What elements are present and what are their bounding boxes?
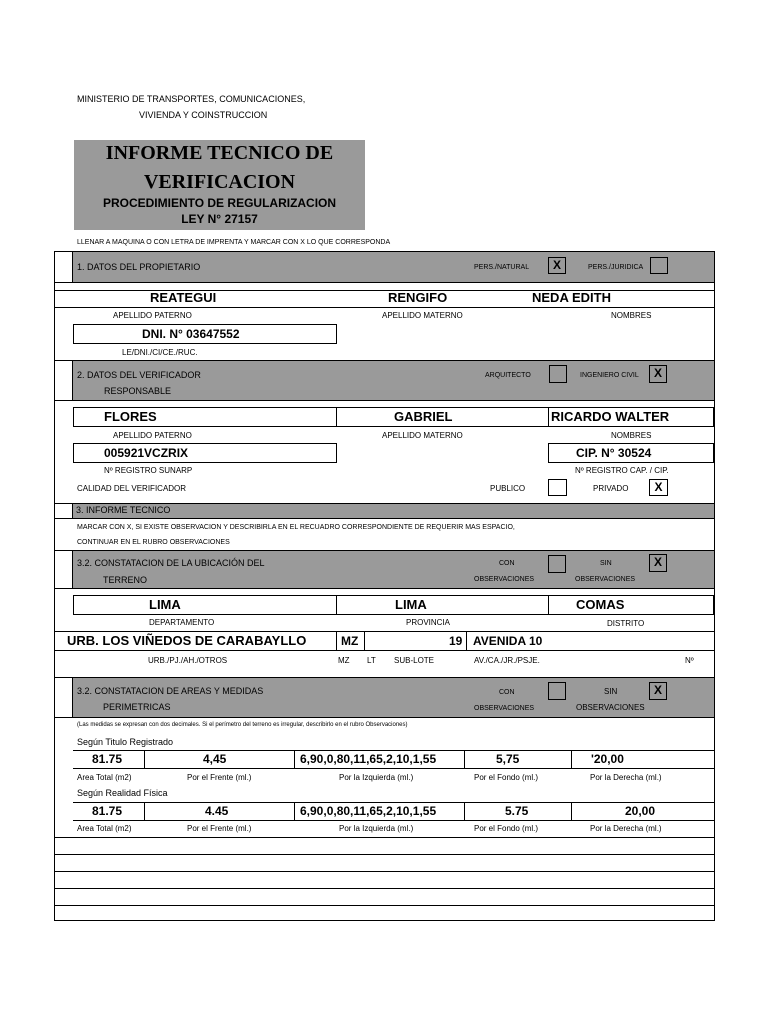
verifier-names: RICARDO WALTER	[551, 409, 670, 424]
titulo-izquierda-label: Por la Izquierda (ml.)	[339, 773, 414, 782]
title-block	[74, 140, 365, 230]
fill-instruction: LLENAR A MAQUINA O CON LETRA DE IMPRENTA Y MARCAR CON X LO QUE CORRESPONDA	[77, 239, 391, 246]
titulo-label: Según Titulo Registrado	[77, 737, 174, 747]
manzana-label: MZ	[338, 656, 350, 665]
technical-note-line2: CONTINUAR EN EL RUBRO OBSERVACIONES	[77, 539, 230, 546]
owner-paternal: REATEGUI	[150, 290, 217, 305]
verifier-paternal-label: APELLIDO PATERNO	[113, 431, 192, 440]
ingeniero-checkbox[interactable]: X	[649, 365, 667, 383]
titulo-frente-label: Por el Frente (ml.)	[187, 773, 252, 782]
realidad-fondo-label: Por el Fondo (ml.)	[474, 824, 539, 833]
areas-con-label1: CON	[499, 689, 515, 696]
areas-title-line2: PERIMETRICAS	[103, 702, 171, 712]
via-label: AV./CA./JR./PSJE.	[474, 656, 540, 665]
pers-juridica-label: PERS./JURIDICA	[588, 264, 644, 271]
owner-id-field	[73, 324, 337, 344]
sunarp-value: 005921VCZRIX	[104, 446, 189, 460]
ruled-line	[54, 837, 715, 838]
ruled-line	[54, 871, 715, 872]
titulo-area: 81.75	[92, 752, 123, 766]
technical-note-line1: MARCAR CON X, SI EXISTE OBSERVACION Y DESCRIBIRLA EN EL RECUADRO CORRESPONDIENTE DE REQUERIR MAS ESPACIO,	[77, 524, 515, 531]
verifier-maternal: GABRIEL	[394, 409, 453, 424]
areas-note: (Las medidas se expresan con dos decimales. Si el perímetro del terreno es irregular, describirlo en el rubro Observaciones)	[77, 722, 408, 728]
publico-checkbox[interactable]	[548, 479, 567, 496]
location-sin-label2: OBSERVACIONES	[575, 576, 636, 583]
verifier-paternal: FLORES	[104, 409, 157, 424]
realidad-frente: 4.45	[205, 804, 229, 818]
ministry-line2: VIVIENDA Y COINSTRUCCION	[139, 110, 268, 120]
via-value: AVENIDA 10	[473, 634, 543, 648]
owner-paternal-label: APELLIDO PATERNO	[113, 311, 192, 320]
pers-juridica-checkbox[interactable]	[650, 257, 668, 274]
titulo-fondo-label: Por el Fondo (ml.)	[474, 773, 539, 782]
cip-value: CIP. N° 30524	[576, 446, 652, 460]
lote-label: LT	[367, 656, 376, 665]
owner-names-label: NOMBRES	[611, 311, 652, 320]
ingeniero-label: INGENIERO CIVIL	[580, 372, 639, 379]
form-title-line2: VERIFICACION	[143, 171, 296, 193]
provincia-label: PROVINCIA	[406, 618, 451, 627]
via-number-label: Nº	[685, 656, 694, 665]
titulo-frente: 4,45	[203, 752, 227, 766]
departamento-label: DEPARTAMENTO	[149, 618, 215, 627]
urbanization-value: URB. LOS VIÑEDOS DE CARABAYLLO	[67, 633, 307, 648]
realidad-derecha-label: Por la Derecha (ml.)	[590, 824, 662, 833]
titulo-izquierda: 6,90,0,80,11,65,2,10,1,55	[300, 752, 437, 766]
pers-natural-checkbox[interactable]: X	[548, 257, 566, 274]
realidad-label: Según Realidad Física	[77, 788, 168, 798]
owner-maternal: RENGIFO	[388, 290, 448, 305]
ruled-line	[54, 905, 715, 906]
ruled-line	[54, 888, 715, 889]
owner-id-value: DNI. N° 03647552	[142, 327, 240, 341]
areas-sin-checkbox[interactable]: X	[649, 682, 667, 700]
privado-checkbox[interactable]: X	[649, 479, 668, 496]
verifier-maternal-label: APELLIDO MATERNO	[382, 431, 463, 440]
realidad-izquierda: 6,90,0,80,11,65,2,10,1,55	[300, 804, 437, 818]
verifier-quality-label: CALIDAD DEL VERIFICADOR	[77, 484, 187, 493]
owner-section-title: 1. DATOS DEL PROPIETARIO	[77, 262, 201, 272]
owner-id-label: LE/DNI./CI/CE./RUC.	[122, 348, 198, 357]
form-subtitle-line2: LEY N° 27157	[181, 212, 258, 226]
areas-sin-label2: OBSERVACIONES	[576, 703, 645, 712]
verifier-names-label: NOMBRES	[611, 431, 652, 440]
realidad-fondo: 5.75	[505, 804, 529, 818]
ruled-line	[54, 854, 715, 855]
departamento-value: LIMA	[149, 597, 181, 612]
sublote-label: SUB-LOTE	[394, 656, 435, 665]
titulo-area-label: Area Total (m2)	[77, 773, 132, 782]
location-title-line2: TERRENO	[103, 575, 148, 585]
owner-names: NEDA EDITH	[532, 290, 611, 305]
areas-sin-label1: SIN	[604, 687, 618, 696]
realidad-area: 81.75	[92, 804, 123, 818]
privado-label: PRIVADO	[593, 484, 629, 493]
areas-title-line1: 3.2. CONSTATACION DE AREAS Y MEDIDAS	[77, 686, 264, 696]
areas-con-checkbox[interactable]	[548, 682, 566, 700]
location-con-checkbox[interactable]	[548, 555, 566, 573]
ministry-line1: MINISTERIO DE TRANSPORTES, COMUNICACIONES,	[77, 94, 306, 104]
verifier-section-title-line2: RESPONSABLE	[104, 386, 172, 396]
technical-section-title: 3. INFORME TECNICO	[76, 505, 171, 515]
distrito-label: DISTRITO	[607, 619, 645, 628]
cip-label: Nº REGISTRO CAP. / CIP.	[575, 466, 669, 475]
urbanization-label: URB./PJ./AH./OTROS	[148, 656, 228, 665]
realidad-frente-label: Por el Frente (ml.)	[187, 824, 252, 833]
form-subtitle-line1: PROCEDIMIENTO DE REGULARIZACION	[102, 196, 337, 210]
location-sin-checkbox[interactable]: X	[649, 554, 667, 572]
provincia-value: LIMA	[395, 597, 427, 612]
location-con-label2: OBSERVACIONES	[474, 576, 535, 583]
form-title-line1: INFORME TECNICO DE	[105, 142, 334, 164]
titulo-derecha: '20,00	[591, 752, 624, 766]
realidad-derecha: 20,00	[625, 804, 656, 818]
arquitecto-checkbox[interactable]	[549, 365, 567, 383]
realidad-area-label: Area Total (m2)	[77, 824, 132, 833]
publico-label: PUBLICO	[490, 484, 526, 493]
manzana-value: MZ	[341, 634, 359, 648]
distrito-value: COMAS	[576, 597, 625, 612]
sunarp-field	[73, 443, 337, 463]
arquitecto-label: ARQUITECTO	[485, 372, 531, 379]
titulo-fondo: 5,75	[496, 752, 520, 766]
cip-field	[548, 443, 714, 463]
location-con-label1: CON	[499, 560, 515, 567]
location-title-line1: 3.2. CONSTATACION DE LA UBICACIÓN DEL	[77, 558, 265, 568]
areas-con-label2: OBSERVACIONES	[474, 705, 535, 712]
location-sin-label1: SIN	[600, 560, 612, 567]
lote-value: 19	[449, 634, 463, 648]
verifier-section-title-line1: 2. DATOS DEL VERIFICADOR	[77, 370, 201, 380]
pers-natural-label: PERS./NATURAL	[474, 264, 530, 271]
sunarp-label: Nº REGISTRO SUNARP	[104, 466, 193, 475]
owner-maternal-label: APELLIDO MATERNO	[382, 311, 463, 320]
titulo-derecha-label: Por la Derecha (ml.)	[590, 773, 662, 782]
realidad-izquierda-label: Por la Izquierda (ml.)	[339, 824, 414, 833]
